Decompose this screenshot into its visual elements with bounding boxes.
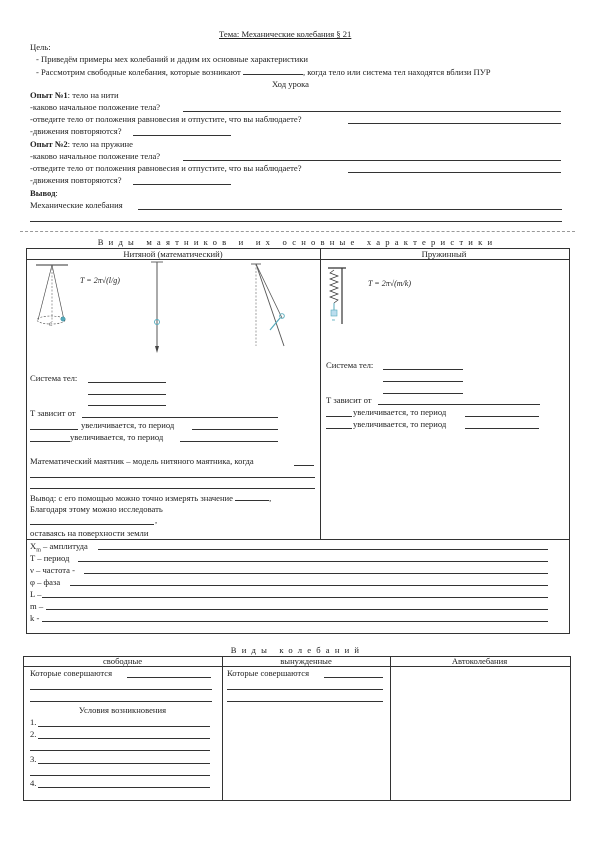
goal-label: Цель: [30,42,51,52]
lesson-course: Ход урока [272,79,309,89]
left-surface-text: оставаясь на поверхности земли [30,528,149,538]
mech-oscillations-label: Механические колебания [30,200,123,210]
forced-blank-3[interactable] [227,701,383,702]
left-depends-label: Т зависит от [30,408,76,418]
col-header-forced: вынужденные [280,656,332,666]
left-inc2-label: увеличивается, то период [70,432,164,442]
def-period: T – период [30,553,70,563]
conclusion-title [30,188,58,198]
left-depends-blank[interactable] [82,417,278,418]
free-blank-3[interactable] [30,701,212,702]
experiment1-a2[interactable] [348,123,561,124]
experiment1-label: Опыт №1 [30,90,68,100]
oscillations-header-line [23,666,570,667]
pendulums-header-line [26,259,569,260]
pendulums-defs-line [26,539,569,540]
goal-2 [36,66,491,77]
free-blank-1[interactable] [127,677,211,678]
conclusion-colon: : [55,188,58,198]
left-system-blank-3[interactable] [88,405,166,406]
goal-blank[interactable] [243,66,303,75]
left-thanks-blank[interactable] [30,524,154,525]
conditions-heading: Условия возникновения [78,705,167,715]
left-model-blank-1[interactable] [294,465,314,466]
experiment1-a1[interactable] [183,111,561,112]
def-mass-blank[interactable] [46,609,548,610]
right-inc2-pre-blank[interactable] [326,428,352,429]
experiment2-subtitle: : тело на пружине [67,139,133,149]
svg-text:C: C [49,323,53,328]
left-conclusion-text: Вывод: с его помощью можно точно измерять значение , [30,493,272,503]
def-frequency: ν – частота - [30,565,75,575]
pendulums-title: Виды маятников и их основные характеристики [97,237,498,247]
experiment1-title [30,90,119,100]
left-inc1-post-blank[interactable] [192,429,278,430]
right-system-blank-2[interactable] [383,381,463,382]
oscillations-col-divider-1 [222,656,223,800]
experiment2-label: Опыт №2 [30,139,68,149]
condition-blank-3b[interactable] [30,775,210,776]
def-period-blank[interactable] [78,561,548,562]
left-thanks-text: Благодаря этому можно исследовать [30,504,163,514]
forced-blank-1[interactable] [324,677,383,678]
left-conclusion-label: Вывод: с его помощью можно точно измерять значение [30,493,233,503]
right-inc2-label: увеличивается, то период [353,419,447,429]
oscillations-col-divider-2 [390,656,391,800]
condition-blank-1[interactable] [38,726,210,727]
left-system-blank-1[interactable] [88,382,166,383]
def-mass: m – [30,601,44,611]
spring-pendulum-figure [326,266,352,326]
right-depends-label: Т зависит от [326,395,372,405]
oscillations-title: Виды колебаний [230,645,365,655]
forced-blank-2[interactable] [227,689,383,690]
def-length-blank[interactable] [42,597,548,598]
goal-2-start: - Рассмотрим свободные колебания, которые возникают [36,67,241,77]
page-topic: Тема: Механические колебания § 21 [219,29,352,39]
def-amplitude: $X_m$ – амплитуда [30,541,88,554]
def-stiffness: k - [30,613,40,623]
experiment2-a3[interactable] [133,184,231,185]
forced-text: Которые совершаются [227,668,310,678]
left-inc1-label: увеличивается, то период [81,420,175,430]
conclusion-label: Вывод [30,188,56,198]
left-model-text: Математический маятник – модель нитяного маятника, когда [30,456,254,466]
condition-blank-4[interactable] [38,787,210,788]
right-inc1-pre-blank[interactable] [326,416,352,417]
experiment1-a3[interactable] [133,135,231,136]
experiment1-q1: -каково начальное положение тела? [30,102,161,112]
string-pendulum-cone-figure [32,262,92,330]
left-system-label: Система тел: [30,373,78,383]
right-depends-blank[interactable] [378,404,540,405]
col-header-self: Автоколебания [451,656,508,666]
condition-blank-2a[interactable] [38,738,210,739]
experiment1-q2: -отведите тело от положения равновесия и отпустите, что вы наблюдаете? [30,114,302,124]
experiment2-a2[interactable] [348,172,561,173]
left-inc2-post-blank[interactable] [180,441,278,442]
experiment2-q2: -отведите тело от положения равновесия и отпустите, что вы наблюдаете? [30,163,302,173]
svg-text:m: m [332,317,336,322]
experiment1-subtitle: : тело на нити [67,90,119,100]
right-system-blank-3[interactable] [383,393,463,394]
conclusion-line-2[interactable] [30,221,562,222]
experiment2-q1: -каково начальное положение тела? [30,151,161,161]
spring-pendulum-formula: T = 2π√(m/k) [368,279,411,288]
string-pendulum-vertical-figure [146,260,168,356]
right-system-label: Система тел: [326,360,374,370]
right-inc2-post-blank[interactable] [465,428,539,429]
left-inc2-pre-blank[interactable] [30,441,70,442]
pendulums-col-divider [320,248,321,539]
left-model-blank-2[interactable] [30,477,315,478]
def-amplitude-blank[interactable] [98,549,548,550]
experiment2-title [30,139,133,149]
conclusion-line-1[interactable] [138,209,562,210]
right-inc1-post-blank[interactable] [465,416,539,417]
section-divider [20,231,575,232]
col-header-spring: Пружинный [421,249,467,259]
string-pendulum-formula: T = 2π√(l/g) [80,276,120,285]
condition-item-2: 2. [30,729,37,739]
condition-item-1: 1. [30,717,37,727]
def-phase: φ – фаза [30,577,61,587]
goal-2-end: , когда тело или система тел находятся вблизи ПУР [302,67,491,77]
def-phase-blank[interactable] [70,585,548,586]
right-system-blank-1[interactable] [383,369,463,370]
goal-1: - Приведём примеры мех колебаний и дадим их основные характеристики [36,54,309,64]
left-system-blank-2[interactable] [88,394,166,395]
left-conclusion-blank[interactable] [235,492,269,501]
col-header-free: свободные [102,656,143,666]
condition-blank-2b[interactable] [30,750,210,751]
left-inc1-pre-blank[interactable] [30,429,78,430]
def-length: L – [30,589,42,599]
free-text: Которые совершаются [30,668,113,678]
condition-blank-3a[interactable] [38,763,210,764]
string-pendulum-deflected-figure [248,262,296,346]
free-blank-2[interactable] [30,689,212,690]
experiment1-q3: -движения повторяются? [30,126,122,136]
col-header-string: Нитяной (математический) [123,249,223,259]
experiment2-q3: -движения повторяются? [30,175,122,185]
def-frequency-blank[interactable] [84,573,548,574]
left-comma: , [155,515,158,525]
def-stiffness-blank[interactable] [42,621,548,622]
experiment2-a1[interactable] [183,160,561,161]
condition-item-4: 4. [30,778,37,788]
left-model-blank-3[interactable] [30,488,315,489]
right-inc1-label: увеличивается, то период [353,407,447,417]
condition-item-3: 3. [30,754,37,764]
